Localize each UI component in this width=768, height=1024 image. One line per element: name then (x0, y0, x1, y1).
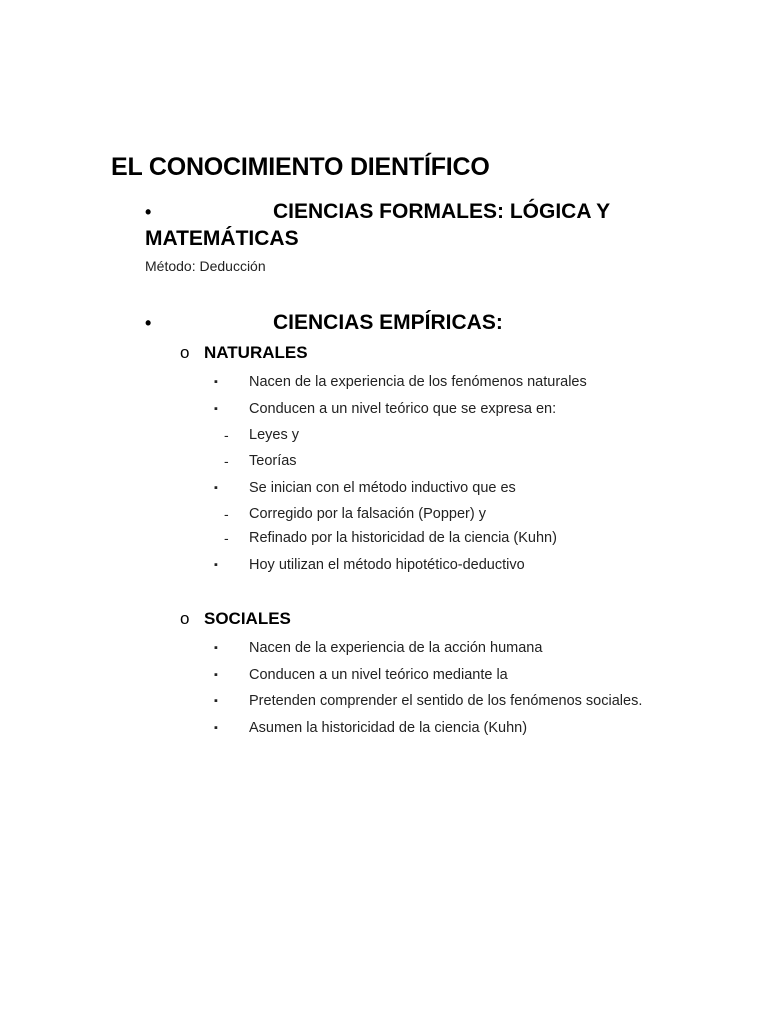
list-item: ▪ Nacen de la experiencia de los fenómenos naturales (214, 374, 587, 390)
list-item: ▪ Se inician con el método inductivo que es (214, 480, 516, 496)
list-item: - Refinado por la historicidad de la ciencia (Kuhn) (224, 530, 557, 546)
dash-bullet-icon: - (224, 530, 229, 546)
square-bullet-icon: ▪ (214, 559, 218, 571)
document-title: EL CONOCIMIENTO DIENTÍFICO (111, 153, 490, 181)
list-item: - Corregido por la falsación (Popper) y (224, 506, 486, 522)
bullet-icon: • (145, 313, 152, 333)
list-item: ▪ Hoy utilizan el método hipotético-deductivo (214, 557, 525, 573)
formales-heading (145, 200, 665, 226)
list-item: ▪ Asumen la historicidad de la ciencia (Kuhn) (214, 720, 528, 736)
square-bullet-icon: ▪ (214, 403, 218, 415)
naturales-label: NATURALES (204, 343, 308, 362)
sociales-heading (180, 609, 380, 631)
formales-heading-line1: CIENCIAS FORMALES: LÓGICA Y (273, 200, 611, 223)
naturales-heading (180, 343, 380, 365)
bullet-icon: • (145, 202, 152, 222)
empiricas-heading-label: CIENCIAS EMPÍRICAS: (273, 311, 503, 334)
empiricas-heading (145, 311, 565, 337)
square-bullet-icon: ▪ (214, 482, 218, 494)
square-bullet-icon: ▪ (214, 376, 218, 388)
dash-bullet-icon: - (224, 453, 229, 469)
square-bullet-icon: ▪ (214, 642, 218, 654)
formales-method: Método: Deducción (145, 258, 266, 274)
square-bullet-icon: ▪ (214, 695, 218, 707)
dash-bullet-icon: - (224, 506, 229, 522)
list-item: ▪ Pretenden comprender el sentido de los fenómenos sociales. (214, 693, 643, 709)
square-bullet-icon: ▪ (214, 669, 218, 681)
circle-bullet-icon: o (180, 343, 190, 362)
formales-heading-line2: MATEMÁTICAS (145, 227, 299, 250)
list-item: ▪ Conducen a un nivel teórico mediante la (214, 667, 508, 683)
list-item: ▪ Nacen de la experiencia de la acción humana (214, 640, 543, 656)
square-bullet-icon: ▪ (214, 722, 218, 734)
dash-bullet-icon: - (224, 427, 229, 443)
circle-bullet-icon: o (180, 609, 190, 628)
list-item: ▪ Conducen a un nivel teórico que se expresa en: (214, 401, 557, 417)
sociales-label: SOCIALES (204, 609, 291, 628)
list-item: - Teorías (224, 453, 297, 469)
list-item: - Leyes y (224, 427, 299, 443)
